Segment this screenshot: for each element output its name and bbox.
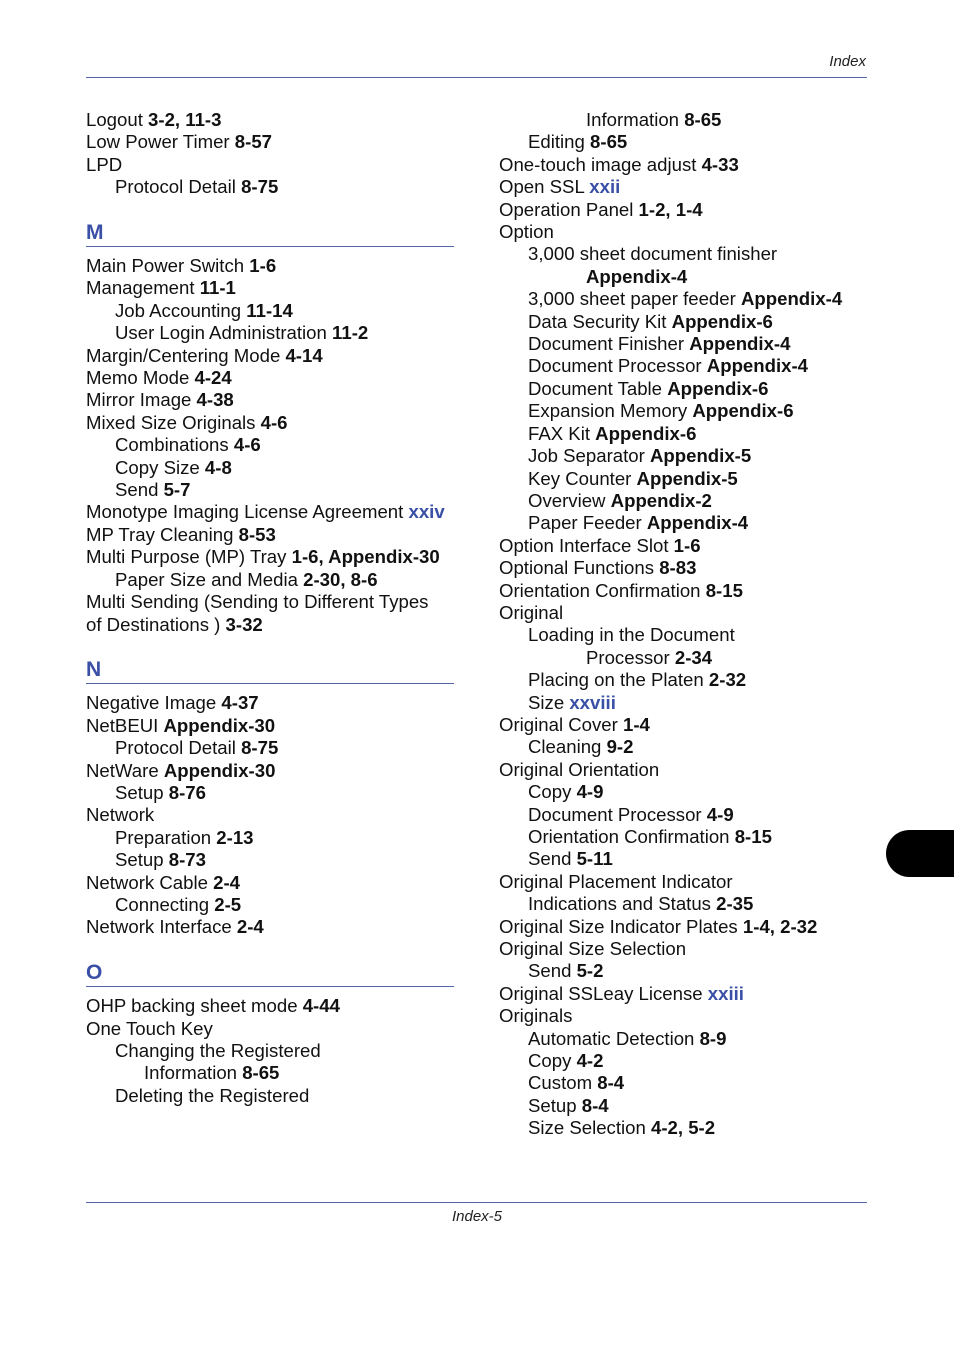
entry-term: Indications and Status — [528, 893, 717, 915]
entry-term: Document Table — [528, 377, 668, 399]
index-entry — [86, 849, 454, 871]
entry-term: Option Interface Slot — [499, 534, 674, 556]
entry-page-ref: Appendix-6 — [671, 310, 773, 332]
index-entry — [86, 692, 454, 714]
spacer — [86, 939, 454, 961]
entry-term: Monotype Imaging License Agreement — [86, 501, 409, 523]
entry-term: Originals — [499, 1005, 573, 1027]
entry-term: Changing the Registered — [115, 1039, 321, 1061]
section-m — [86, 219, 454, 247]
index-entry — [499, 131, 879, 153]
entry-page-link[interactable]: xxii — [589, 176, 621, 198]
index-entry — [499, 176, 879, 198]
index-entry — [86, 1018, 454, 1040]
index-entry — [499, 781, 879, 803]
entry-term: of Destinations ) — [86, 613, 226, 635]
entry-term: Key Counter — [528, 467, 637, 489]
entry-page-ref: 8-15 — [705, 579, 743, 601]
entry-term: Protocol Detail — [115, 176, 242, 198]
index-entry — [499, 199, 879, 221]
entry-term: 3,000 sheet document finisher — [528, 243, 778, 265]
entry-term: 3,000 sheet paper feeder — [528, 288, 741, 310]
entry-term: Information — [144, 1062, 243, 1084]
entry-page-ref: 4-33 — [701, 153, 739, 175]
entry-term: Main Power Switch — [86, 255, 250, 277]
index-entry — [86, 1085, 454, 1107]
entry-page-ref: 2-35 — [716, 893, 754, 915]
index-entry — [499, 333, 879, 355]
entry-page-ref: 8-9 — [699, 1027, 727, 1049]
index-entry — [499, 669, 879, 691]
index-entry — [499, 848, 879, 870]
index-entry — [499, 445, 879, 467]
index-entry — [86, 277, 454, 299]
index-entry — [499, 535, 879, 557]
index-entry — [86, 412, 454, 434]
entry-page-ref: 8-65 — [684, 109, 722, 130]
entry-term: LPD — [86, 153, 123, 175]
entry-term: Paper Feeder — [528, 512, 647, 534]
entry-term: MP Tray Cleaning — [86, 523, 239, 545]
entry-page-ref: 2-13 — [216, 826, 254, 848]
entry-term: Negative Image — [86, 692, 222, 714]
index-entry — [86, 154, 454, 176]
index-entry — [499, 714, 879, 736]
entry-page-ref: Appendix-30 — [163, 759, 276, 781]
index-entry — [499, 871, 879, 893]
entry-term: Copy — [528, 1050, 577, 1072]
entry-term: Original Size Indicator Plates — [499, 915, 743, 937]
footer-rule — [86, 1202, 867, 1203]
entry-page-ref: 4-38 — [196, 389, 234, 411]
entry-term: Size Selection — [528, 1117, 651, 1139]
index-entry — [86, 1062, 454, 1084]
entry-page-ref: 2-32 — [708, 669, 747, 691]
index-entry — [86, 300, 454, 322]
entry-term: Automatic Detection — [528, 1027, 700, 1049]
index-entry — [499, 468, 879, 490]
entry-term: Management — [86, 277, 200, 299]
entry-term: Open SSL — [499, 176, 590, 198]
index-entry — [499, 938, 879, 960]
index-entry — [499, 1095, 879, 1117]
section-rule — [86, 683, 454, 684]
index-entry — [499, 1117, 879, 1139]
entry-term: Data Security Kit — [528, 310, 672, 332]
index-entry — [499, 557, 879, 579]
entry-term: Mirror Image — [86, 389, 197, 411]
entry-term: One-touch image adjust — [499, 153, 702, 175]
index-entry — [499, 826, 879, 848]
entry-page-ref: 5-11 — [576, 848, 613, 870]
entry-term: Job Separator — [528, 445, 650, 467]
section-heading: N — [86, 658, 102, 682]
entry-term: Overview — [528, 489, 611, 511]
index-entry — [86, 109, 454, 131]
index-entry — [499, 400, 879, 422]
index-entry — [86, 995, 454, 1017]
entry-page-ref: 4-9 — [706, 803, 734, 825]
entry-term: Size — [528, 691, 570, 713]
index-entry — [86, 479, 454, 501]
section-n — [86, 656, 454, 684]
index-entry — [86, 434, 454, 456]
entry-page-ref: 8-75 — [241, 176, 279, 198]
entry-page-ref: 2-30, 8-6 — [303, 568, 378, 590]
index-column-right — [499, 109, 879, 1140]
entry-term: Setup — [528, 1094, 582, 1116]
spacer — [86, 636, 454, 658]
entry-term: Orientation Confirmation — [499, 579, 706, 601]
entry-term: Orientation Confirmation — [528, 826, 735, 847]
index-entry — [499, 960, 879, 982]
index-entry — [86, 176, 454, 198]
entry-term: Network Cable — [86, 871, 214, 893]
entry-term: Original Cover — [499, 713, 624, 735]
entry-page-ref: 3-2, 11-3 — [148, 109, 222, 130]
entry-page-ref: 8-4 — [581, 1094, 609, 1116]
entry-page-ref: 3-32 — [225, 613, 263, 635]
index-entry — [86, 569, 454, 591]
entry-page-ref: 8-57 — [234, 131, 273, 153]
entry-page-ref: Appendix-2 — [610, 489, 712, 511]
index-column-left — [86, 109, 454, 1107]
entry-page-ref: 4-14 — [285, 344, 323, 366]
index-entry — [86, 367, 454, 389]
index-entry — [499, 624, 879, 646]
entry-page-ref: Appendix-30 — [163, 714, 276, 736]
entry-term: Connecting — [115, 893, 215, 915]
index-entry — [86, 827, 454, 849]
entry-term: Option — [499, 221, 554, 243]
entry-page-ref: 1-4, 2-32 — [742, 915, 818, 937]
entry-page-ref: 5-2 — [576, 960, 604, 982]
entry-page-ref: Appendix-6 — [667, 377, 769, 399]
entry-page-ref: Appendix-5 — [636, 467, 738, 489]
entry-page-ref: 2-34 — [674, 646, 713, 668]
index-entry — [499, 1005, 879, 1027]
entry-term: Paper Size and Media — [115, 568, 304, 590]
index-entry — [499, 490, 879, 512]
index-entry — [86, 715, 454, 737]
entry-page-ref: 1-4 — [623, 713, 650, 735]
entry-term: Expansion Memory — [528, 400, 693, 422]
entry-page-link[interactable]: xxiv — [408, 501, 445, 523]
entry-page-ref: 8-53 — [238, 523, 276, 545]
entry-term: Loading in the Document — [528, 624, 735, 646]
index-entry — [499, 311, 879, 333]
index-entry — [86, 322, 454, 344]
entry-term: Cleaning — [528, 736, 607, 758]
entry-term: Original Size Selection — [499, 938, 687, 960]
entry-term: Setup — [115, 849, 169, 871]
entry-page-ref: Appendix-6 — [692, 400, 794, 422]
index-entry — [86, 457, 454, 479]
index-entry — [499, 759, 879, 781]
entry-term: Send — [528, 848, 577, 870]
index-entry — [499, 221, 879, 243]
entry-page-ref: 4-8 — [204, 456, 232, 478]
index-entry — [86, 894, 454, 916]
index-entry — [86, 255, 454, 277]
entry-page-ref: Appendix-4 — [586, 265, 688, 287]
entry-term: Deleting the Registered — [115, 1084, 310, 1106]
index-entry — [499, 580, 879, 602]
index-entry — [499, 893, 879, 915]
entry-term: Editing — [528, 131, 591, 153]
section-o — [86, 959, 454, 987]
index-entry — [86, 782, 454, 804]
entry-term: Placing on the Platen — [528, 669, 709, 691]
entry-page-ref: 5-7 — [163, 479, 191, 501]
entry-term: Copy Size — [115, 456, 205, 478]
entry-page-ref: 8-65 — [590, 131, 628, 153]
entry-term: NetBEUI — [86, 714, 164, 736]
index-entry — [86, 614, 454, 636]
index-entry — [499, 512, 879, 534]
index-entry — [499, 355, 879, 377]
entry-term: Processor — [586, 646, 675, 668]
entry-term: Protocol Detail — [115, 737, 242, 759]
entry-term: Multi Sending (Sending to Different Types — [86, 591, 429, 613]
entry-page-link[interactable]: xxiii — [707, 982, 744, 1004]
entry-term: User Login Administration — [115, 322, 333, 344]
entry-term: Send — [528, 960, 577, 982]
entry-term: Document Finisher — [528, 333, 690, 355]
entry-term: Document Processor — [528, 355, 707, 377]
section-heading: O — [86, 961, 103, 985]
spacer — [86, 199, 454, 221]
entry-page-ref: 4-6 — [233, 434, 261, 456]
entry-term: Mixed Size Originals — [86, 411, 261, 433]
index-entry — [499, 602, 879, 624]
entry-page-ref: Appendix-4 — [740, 288, 843, 310]
index-entry — [499, 266, 879, 288]
index-entry — [499, 804, 879, 826]
index-entry — [86, 916, 454, 938]
entry-page-ref: Appendix-5 — [649, 445, 752, 467]
entry-term: Job Accounting — [115, 299, 247, 321]
entry-page-ref: Appendix-4 — [689, 333, 791, 355]
section-rule — [86, 986, 454, 987]
entry-term: Document Processor — [528, 803, 707, 825]
entry-term: Copy — [528, 781, 577, 803]
entry-term: Low Power Timer — [86, 131, 235, 153]
footer-page-number: Index-5 — [451, 1208, 503, 1225]
entry-page-ref: 9-2 — [606, 736, 634, 758]
index-entry — [499, 288, 879, 310]
index-entry — [499, 378, 879, 400]
entry-page-ref: 1-6 — [673, 534, 701, 556]
entry-page-ref: 2-4 — [213, 871, 240, 893]
entry-page-ref: 8-65 — [242, 1062, 280, 1084]
entry-term: Optional Functions — [499, 557, 660, 579]
index-entry — [86, 389, 454, 411]
entry-page-ref: 4-2 — [576, 1050, 604, 1072]
index-entry — [86, 804, 454, 826]
entry-page-ref: 1-2, 1-4 — [638, 198, 703, 220]
entry-page-ref: 1-6, Appendix-30 — [291, 546, 440, 568]
entry-term: Logout — [86, 109, 149, 130]
entry-page-ref: 8-4 — [597, 1072, 625, 1094]
entry-page-ref: 4-24 — [194, 367, 232, 389]
index-entry — [86, 737, 454, 759]
index-entry — [499, 647, 879, 669]
entry-term: Preparation — [115, 826, 217, 848]
entry-page-ref: 11-14 — [246, 299, 293, 321]
entry-term: Original — [499, 601, 564, 623]
index-entry — [499, 1028, 879, 1050]
index-entry — [499, 1072, 879, 1094]
entry-page-ref: 4-37 — [221, 692, 259, 714]
chapter-thumb-tab — [886, 830, 954, 877]
entry-term: One Touch Key — [86, 1017, 213, 1039]
entry-page-ref: 4-2, 5-2 — [651, 1117, 716, 1139]
entry-term: Original Orientation — [499, 758, 660, 780]
entry-term: Send — [115, 479, 164, 501]
entry-page-ref: 8-75 — [241, 737, 279, 759]
entry-page-ref: Appendix-4 — [646, 512, 749, 534]
entry-page-ref: 2-4 — [236, 916, 264, 938]
entry-term: Combinations — [115, 434, 234, 456]
entry-term: Network — [86, 804, 155, 826]
index-entry — [86, 872, 454, 894]
entry-term: Information — [586, 109, 685, 130]
entry-page-ref: 8-15 — [734, 826, 772, 847]
entry-term: Operation Panel — [499, 198, 639, 220]
entry-page-ref: 11-2 — [332, 322, 369, 344]
entry-page-link[interactable]: xxviii — [569, 691, 616, 713]
header-title: Index — [829, 53, 866, 70]
section-heading: M — [86, 221, 104, 245]
entry-term: FAX Kit — [528, 422, 596, 444]
entry-term: Memo Mode — [86, 367, 195, 389]
entry-page-ref: 4-6 — [260, 411, 288, 433]
index-entry — [86, 591, 454, 613]
index-entry — [499, 736, 879, 758]
index-entry — [86, 345, 454, 367]
entry-page-ref: 2-5 — [214, 893, 242, 915]
index-entry — [499, 1050, 879, 1072]
index-entry — [86, 131, 454, 153]
entry-term: Network Interface — [86, 916, 237, 938]
entry-page-ref: 8-76 — [168, 781, 206, 803]
entry-term: NetWare — [86, 759, 164, 781]
section-rule — [86, 246, 454, 247]
entry-page-ref: 11-1 — [199, 277, 236, 299]
entry-page-ref: 8-73 — [168, 849, 206, 871]
entry-term: Original SSLeay License — [499, 982, 708, 1004]
entry-term: OHP backing sheet mode — [86, 995, 303, 1017]
entry-term: Original Placement Indicator — [499, 870, 733, 892]
entry-page-ref: 8-83 — [659, 557, 697, 579]
entry-term: Margin/Centering Mode — [86, 344, 286, 366]
entry-term: Custom — [528, 1072, 598, 1094]
index-entry — [499, 692, 879, 714]
index-entry — [499, 423, 879, 445]
entry-page-ref: Appendix-6 — [595, 422, 697, 444]
index-entry — [499, 154, 879, 176]
index-entry — [86, 760, 454, 782]
entry-term: Multi Purpose (MP) Tray — [86, 546, 292, 568]
entry-page-ref: 4-9 — [576, 781, 604, 803]
entry-page-ref: 1-6 — [249, 255, 277, 277]
index-entry — [86, 1040, 454, 1062]
index-entry — [86, 501, 454, 523]
index-entry — [499, 916, 879, 938]
index-entry — [499, 983, 879, 1005]
index-entry — [86, 546, 454, 568]
entry-term: Setup — [115, 781, 169, 803]
index-entry — [86, 524, 454, 546]
entry-page-ref: Appendix-4 — [706, 355, 809, 377]
index-entry — [499, 109, 879, 131]
index-entry — [499, 243, 879, 265]
entry-page-ref: 4-44 — [302, 995, 340, 1017]
header-rule — [86, 77, 867, 78]
